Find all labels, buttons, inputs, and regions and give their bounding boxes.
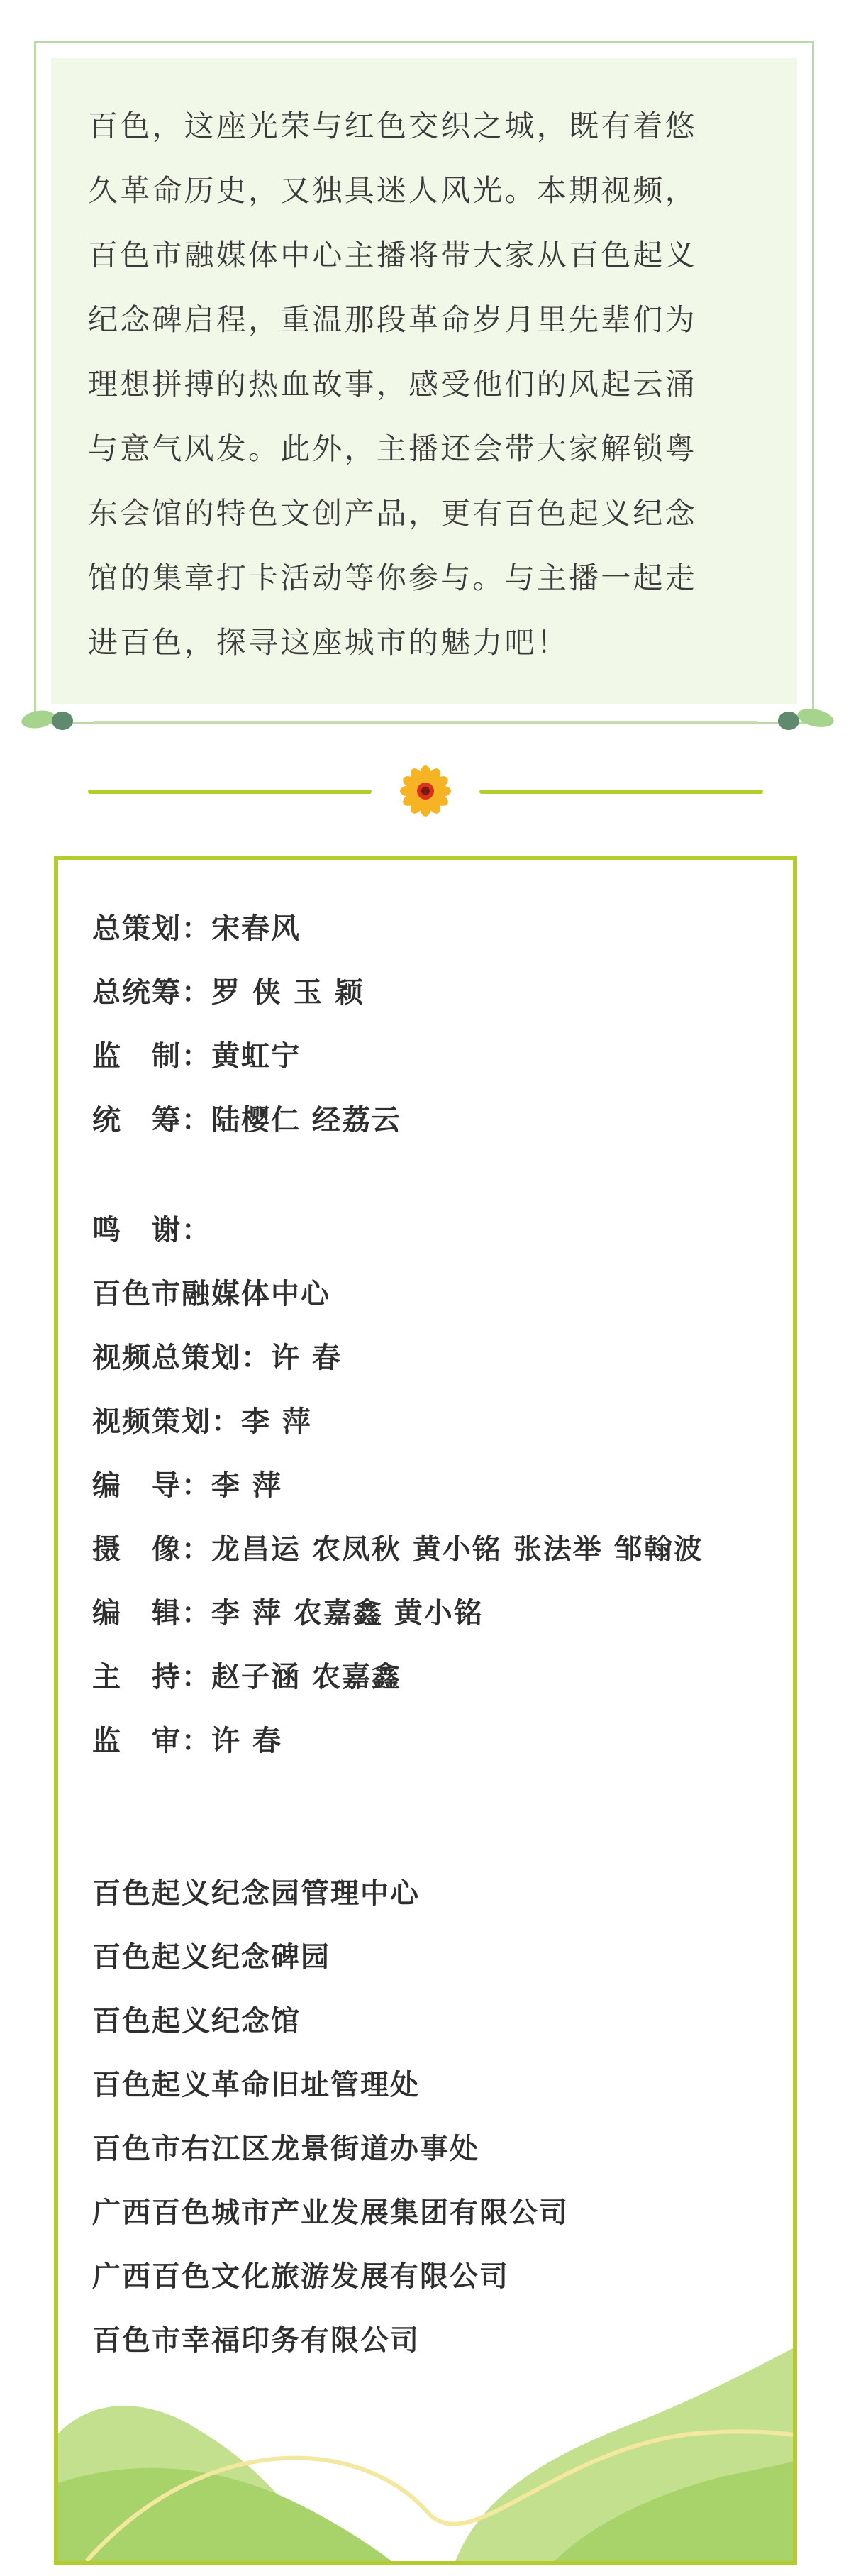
credit-line: 百色市融媒体中心 xyxy=(92,1278,330,1310)
organization-line: 广西百色文化旅游发展有限公司 xyxy=(92,2260,509,2293)
divider-line-left xyxy=(88,790,372,794)
credits-box xyxy=(54,856,797,2565)
leaf-icon xyxy=(17,704,81,735)
credit-line: 编 导：李 萍 xyxy=(92,1469,282,1502)
credit-line: 视频策划：李 萍 xyxy=(92,1405,312,1438)
intro-line: 久革命历史，又独具迷人风光。本期视频， xyxy=(88,173,697,208)
thanks-title: 鸣 谢： xyxy=(92,1214,211,1246)
intro-line: 理想拼搏的热血故事，感受他们的风起云涌 xyxy=(88,367,697,402)
intro-line: 东会馆的特色文创产品，更有百色起义纪念 xyxy=(88,496,697,531)
organization-line: 百色起义纪念碑园 xyxy=(92,1941,330,1974)
intro-bottom-line xyxy=(94,721,757,723)
credit-line: 总策划：宋春风 xyxy=(92,912,301,945)
credits-list xyxy=(92,897,703,2372)
credit-line: 总统筹：罗 侠 玉 颖 xyxy=(92,976,365,1009)
flower-icon xyxy=(399,765,452,817)
credit-line: 摄 像：龙昌运 农凤秋 黄小铭 张法举 邹翰波 xyxy=(92,1533,703,1566)
intro-line: 馆的集章打卡活动等你参与。与主播一起走 xyxy=(88,560,697,595)
organization-line: 百色起义革命旧址管理处 xyxy=(92,2069,420,2101)
hills-decoration xyxy=(58,2348,793,2561)
spacer xyxy=(92,1773,703,1862)
spacer xyxy=(92,1152,703,1198)
credit-line: 统 筹：陆樱仁 经荔云 xyxy=(92,1104,401,1137)
divider-line-right xyxy=(479,790,763,794)
intro-line: 百色，这座光荣与红色交织之城，既有着悠 xyxy=(88,109,697,143)
organization-line: 广西百色城市产业发展集团有限公司 xyxy=(92,2196,569,2229)
leaf-icon xyxy=(770,704,838,735)
intro-line: 百色市融媒体中心主播将带大家从百色起义 xyxy=(88,238,697,272)
intro-paragraph xyxy=(88,94,769,675)
credit-line: 编 辑：李 萍 农嘉鑫 黄小铭 xyxy=(92,1597,484,1630)
credit-line: 监 审：许 春 xyxy=(92,1725,282,1757)
organization-line: 百色起义纪念园管理中心 xyxy=(92,1877,420,1910)
organization-line: 百色起义纪念馆 xyxy=(92,2005,301,2038)
organization-line: 百色市右江区龙景街道办事处 xyxy=(92,2133,479,2165)
organization-line: 百色市幸福印务有限公司 xyxy=(92,2324,420,2357)
intro-line: 进百色，探寻这座城市的魅力吧！ xyxy=(88,625,569,660)
intro-line: 纪念碑启程，重温那段革命岁月里先辈们为 xyxy=(88,302,697,337)
intro-line: 与意气风发。此外，主播还会带大家解锁粤 xyxy=(88,431,697,466)
credit-line: 监 制：黄虹宁 xyxy=(92,1040,301,1073)
credit-line: 主 持：赵子涵 农嘉鑫 xyxy=(92,1661,401,1693)
credit-line: 视频总策划：许 春 xyxy=(92,1342,342,1374)
